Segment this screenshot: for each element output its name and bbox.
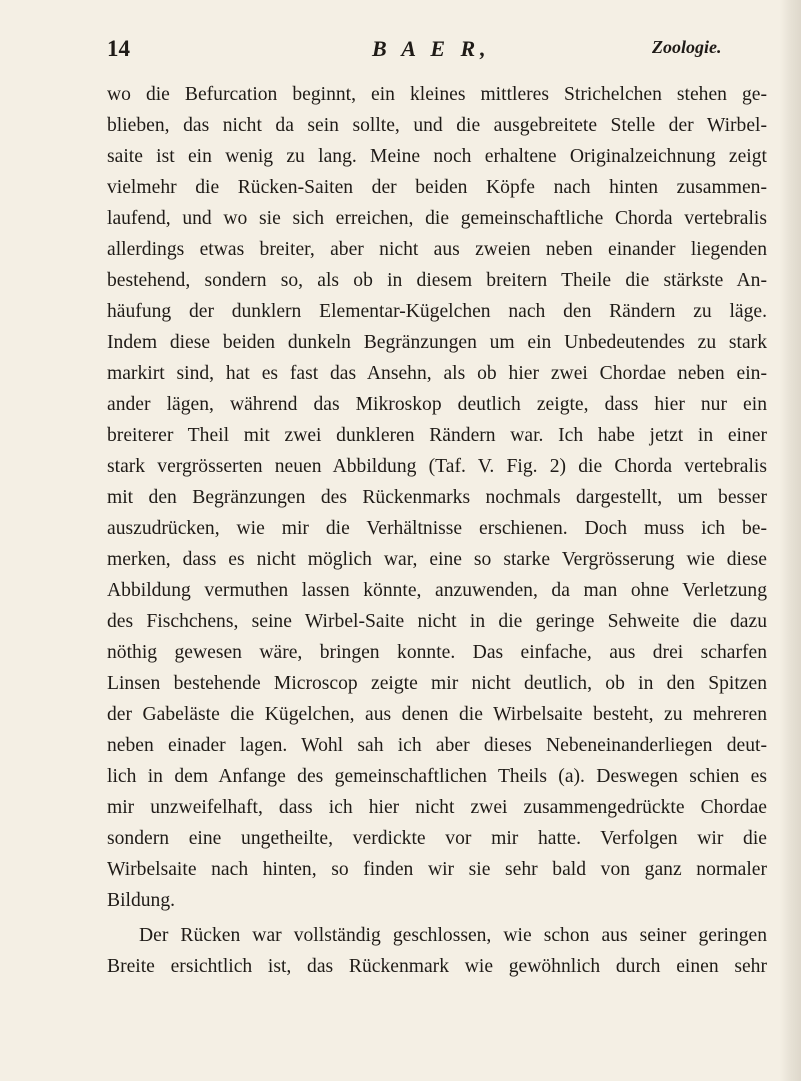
text-line: mit den Begränzungen des Rückenmarks nochmals dargestellt, um besser — [107, 487, 767, 508]
text-line: Abbildung vermuthen lassen könnte, anzuwenden, da man ohne Verletzung — [107, 580, 767, 601]
text-line: der Gabeläste die Kügelchen, aus denen die Wirbelsaite besteht, zu mehreren — [107, 704, 767, 725]
text-line: mir unzweifelhaft, dass ich hier nicht zwei zusammengedrückte Chordae — [107, 797, 767, 818]
text-line: wo die Befurcation beginnt, ein kleines mittleres Strichelchen stehen ge- — [107, 84, 767, 105]
text-line: merken, dass es nicht möglich war, eine so starke Vergrösserung wie diese — [107, 549, 767, 570]
text-line: Der Rücken war vollständig geschlossen, wie schon aus seiner geringen — [139, 925, 767, 946]
text-line: häufung der dunklern Elementar-Kügelchen nach den Rändern zu läge. — [107, 301, 767, 322]
text-line: neben einader lagen. Wohl sah ich aber dieses Nebeneinanderliegen deut- — [107, 735, 767, 756]
page-header — [0, 0, 801, 80]
text-line: Breite ersichtlich ist, das Rückenmark wie gewöhnlich durch einen sehr — [107, 956, 767, 977]
text-line: vielmehr die Rücken-Saiten der beiden Köpfe nach hinten zusammen- — [107, 177, 767, 198]
text-line: allerdings etwas breiter, aber nicht aus zweien neben einander liegenden — [107, 239, 767, 260]
text-line: Linsen bestehende Microscop zeigte mir nicht deutlich, ob in den Spitzen — [107, 673, 767, 694]
page-number: 14 — [107, 36, 130, 61]
text-line: saite ist ein wenig zu lang. Meine noch erhaltene Originalzeichnung zeigt — [107, 146, 767, 167]
text-line: Wirbelsaite nach hinten, so finden wir sie sehr bald von ganz normaler — [107, 859, 767, 880]
text-line: Bildung. — [107, 890, 176, 911]
text-line: markirt sind, hat es fast das Ansehn, als ob hier zwei Chordae neben ein- — [107, 363, 767, 384]
text-line: auszudrücken, wie mir die Verhältnisse erschienen. Doch muss ich be- — [107, 518, 767, 539]
section-title: Zoologie. — [652, 37, 722, 57]
text-line: des Fischchens, seine Wirbel-Saite nicht in die geringe Sehweite die dazu — [107, 611, 767, 632]
text-line: sondern eine ungetheilte, verdickte vor mir hatte. Verfolgen wir die — [107, 828, 767, 849]
text-line: lich in dem Anfange des gemeinschaftlichen Theils (a). Deswegen schien es — [107, 766, 767, 787]
text-line: nöthig gewesen wäre, bringen konnte. Das einfache, aus drei scharfen — [107, 642, 767, 663]
running-title: B A E R, — [372, 36, 491, 61]
text-line: ander lägen, während das Mikroskop deutlich zeigte, dass hier nur ein — [107, 394, 767, 415]
text-line: bestehend, sondern so, als ob in diesem breitern Theile die stärkste An- — [107, 270, 767, 291]
text-line: breiterer Theil mit zwei dunkleren Rändern war. Ich habe jetzt in einer — [107, 425, 767, 446]
text-line: stark vergrösserten neuen Abbildung (Taf. V. Fig. 2) die Chorda vertebralis — [107, 456, 767, 477]
text-line: Indem diese beiden dunkeln Begränzungen um ein Unbedeutendes zu stark — [107, 332, 767, 353]
text-line: laufend, und wo sie sich erreichen, die gemeinschaftliche Chorda vertebralis — [107, 208, 767, 229]
text-line: blieben, das nicht da sein sollte, und die ausgebreitete Stelle der Wirbel- — [107, 115, 767, 136]
